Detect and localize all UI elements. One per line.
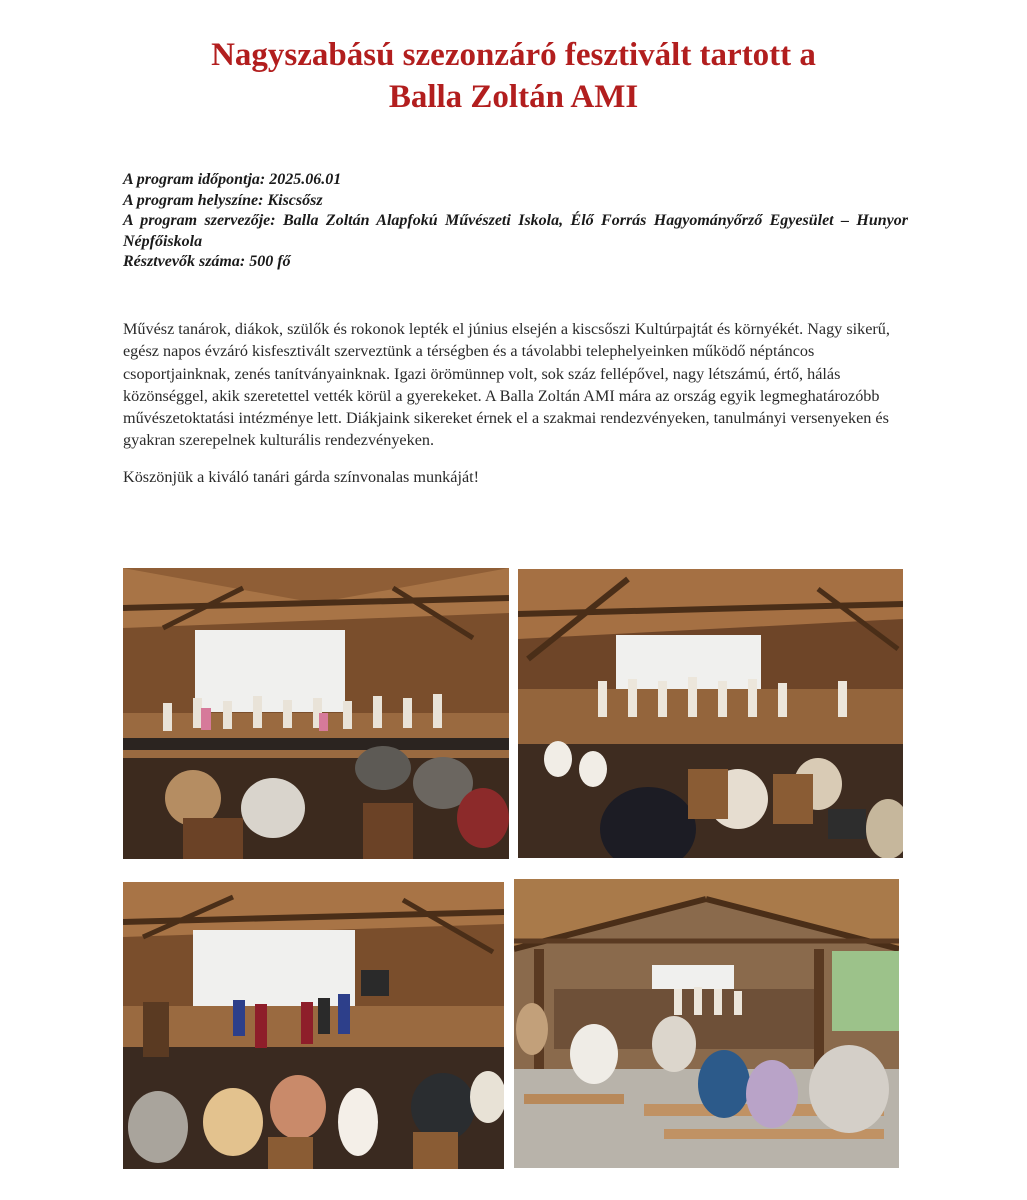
program-organizer: A program szervezője: Balla Zoltán Alapfokú Művészeti Iskola, Élő Forrás Hagyományőrző Egyesület – Hunyor Népfőiskola xyxy=(123,212,908,250)
page-title xyxy=(0,34,1027,118)
program-participants: Résztvevők száma: 500 fő xyxy=(123,253,291,270)
photo-outdoor-pavilion xyxy=(514,879,899,1168)
program-details xyxy=(123,170,908,273)
photo-orchestra-audience xyxy=(518,569,903,858)
photo-violin-ensemble xyxy=(123,568,509,859)
title-line-1: Nagyszabású szezonzáró fesztivált tartott a xyxy=(211,37,816,73)
program-location: A program helyszíne: Kiscsősz xyxy=(123,191,323,209)
article-body xyxy=(123,318,913,502)
title-line-2: Balla Zoltán AMI xyxy=(388,79,639,115)
article-paragraph-2: Köszönjük a kiváló tanári gárda színvonalas munkáját! xyxy=(123,467,480,486)
article-paragraph-1: Művész tanárok, diákok, szülők és rokonok lepték el június elsején a kiscsőszi Kultúrpajtát és környékét. Nagy sikerű, egész napos évzáró kisfesztivált szerveztünk a térségben és a távolabbi telephelyeinken működő néptáncos csoportjainknak, zenés tanítványainknak. Igazi örömünnep volt, sok száz fellépővel, nagy létszámú, értő, hálás közönséggel, akik szeretettel vették körül a gyerekeket. A Balla Zoltán AMI mára az ország egyik legmeghatározóbb művészetoktatási intézménye lett. Diákjaink sikereket érnek el a szakmai rendezvényeken, tanulmányi versenyeken és gyakran szerepelnek kulturális rendezvényeken. xyxy=(123,320,890,450)
photo-folk-dancers xyxy=(123,882,504,1169)
program-date: A program időpontja: 2025.06.01 xyxy=(123,171,342,188)
